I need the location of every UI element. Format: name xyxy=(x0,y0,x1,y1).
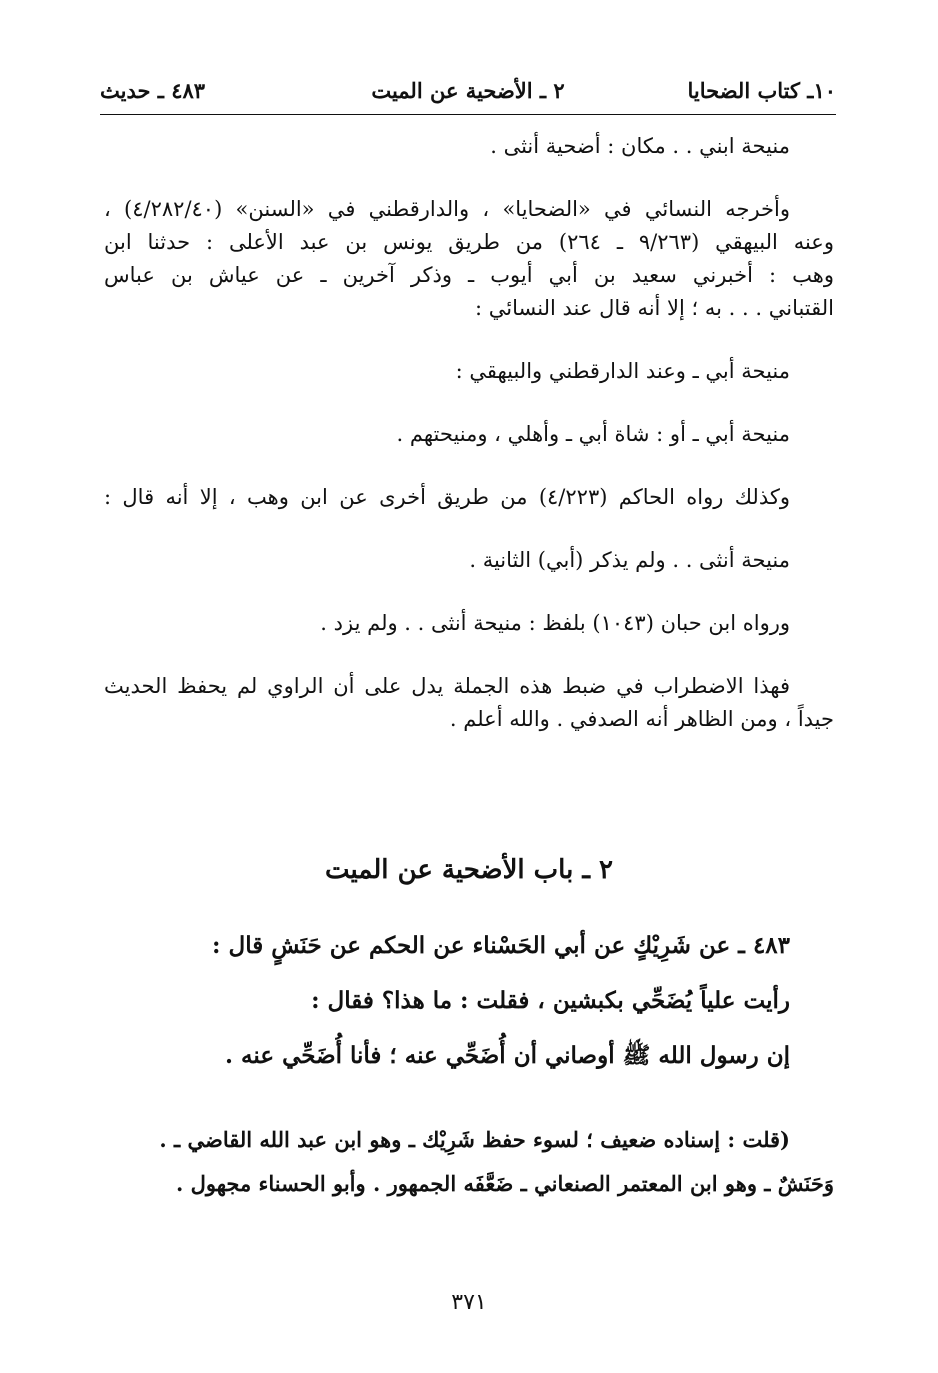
header-book-title: ١٠ـ كتاب الضحايا xyxy=(687,78,836,103)
paragraph-6 xyxy=(104,544,834,577)
hadith-line: إن رسول الله ﷺ أوصاني أن أُضَحِّي عنه ؛ فأنا أُضَحِّي عنه . xyxy=(225,1042,790,1069)
text-line: جيداً ، ومن الظاهر أنه الصدفي . والله أعلم . xyxy=(449,707,834,731)
header-chapter-title: ٢ ـ الأضحية عن الميت xyxy=(371,78,565,103)
text-line: فهذا الاضطراب في ضبط هذه الجملة يدل على أن الراوي لم يحفظ الحديث xyxy=(104,674,790,698)
text-line: منيحة ابني . . مكان : أضحية أنثى . xyxy=(490,134,790,158)
hadith-grading-note xyxy=(104,1118,834,1206)
text-line: وعنه البيهقي (٩/٢٦٣ ـ ٢٦٤) من طريق يونس بن عبد الأعلى : حدثنا ابن xyxy=(104,230,834,254)
paragraph-4 xyxy=(104,418,834,451)
text-line: منيحة أنثى . . ولم يذكر (أبي) الثانية . xyxy=(469,548,790,572)
hadith-text xyxy=(104,918,834,1083)
chapter-heading: ٢ ـ باب الأضحية عن الميت xyxy=(324,855,614,885)
paragraph-5 xyxy=(104,481,834,514)
text-line: منيحة أبي ـ وعند الدارقطني والبيهقي : xyxy=(455,359,790,383)
text-line: وهب : أخبرني سعيد بن أبي أيوب ـ وذكر آخرين ـ عن عياش بن عباس xyxy=(104,263,834,287)
paragraph-8 xyxy=(104,670,834,736)
paragraph-1 xyxy=(104,130,834,163)
text-line: منيحة أبي ـ أو : شاة أبي ـ وأهلي ، ومنيحتهم . xyxy=(396,422,790,446)
hadith-line: رأيت علياً يُضَحِّي بكبشين ، فقلت : ما هذا؟ فقال : xyxy=(311,987,790,1014)
commentary-text xyxy=(104,130,834,736)
header-hadith-number: ٤٨٣ ـ حديث xyxy=(100,78,206,103)
text-line: القتباني . . . به ؛ إلا أنه قال عند النسائي : xyxy=(475,296,834,320)
paragraph-2 xyxy=(104,193,834,325)
text-line: وأخرجه النسائي في «الضحايا» ، والدارقطني في «السنن» (٤/٢٨٢/٤٠) ، xyxy=(104,197,790,221)
header-rule xyxy=(100,114,836,115)
text-line: وكذلك رواه الحاكم (٤/٢٢٣) من طريق أخرى عن ابن وهب ، إلا أنه قال : xyxy=(104,485,790,509)
note-line: وَحَنَشٌ ـ وهو ابن المعتمر الصنعاني ـ ضَعَّفَه الجمهور . وأبو الحسناء مجهول . xyxy=(176,1171,834,1196)
paragraph-3 xyxy=(104,355,834,388)
page-number: ٣٧١ xyxy=(451,1290,487,1315)
hadith-line: ٤٨٣ ـ عن شَرِيْكٍ عن أبي الحَسْناء عن الحكم عن حَنَشٍ قال : xyxy=(212,932,790,959)
running-header xyxy=(100,72,836,112)
note-line: (قلت : إسناده ضعيف ؛ لسوء حفظ شَرِيْك ـ وهو ابن عبد الله القاضي ـ . xyxy=(159,1127,790,1152)
paragraph-7 xyxy=(104,607,834,640)
text-line: ورواه ابن حبان (١٠٤٣) بلفظ : منيحة أنثى . . ولم يزد . xyxy=(320,611,790,635)
